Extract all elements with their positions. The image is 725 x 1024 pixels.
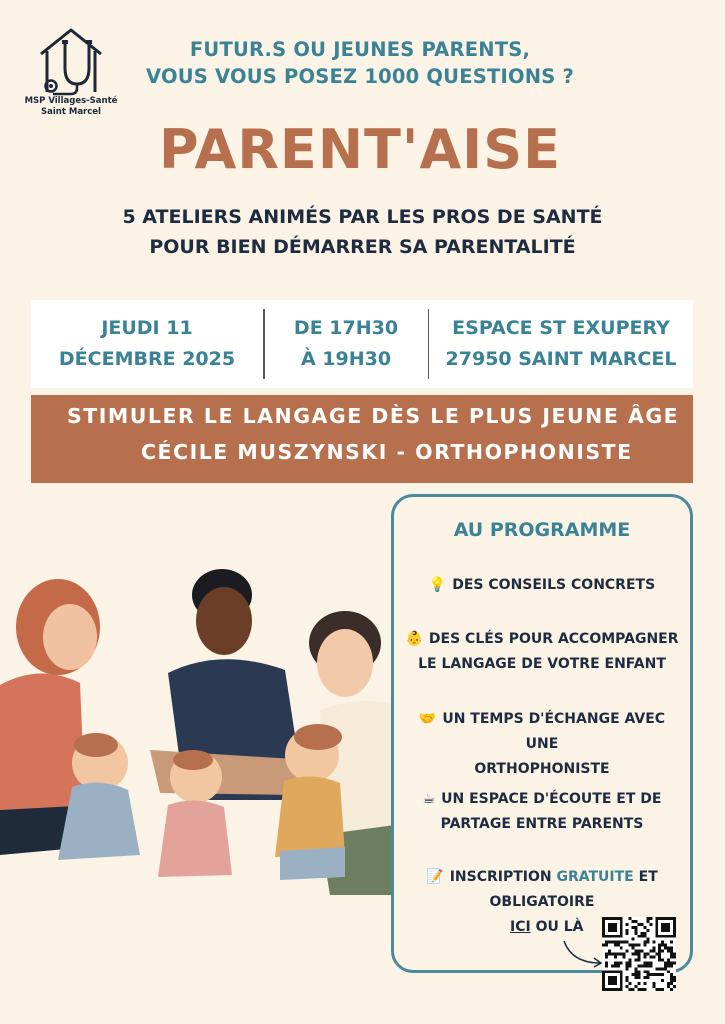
program-item-text: DES CLÉS POUR ACCOMPAGNER [428,631,679,647]
question-line-1: FUTUR.S OU JEUNES PARENTS, [189,38,531,61]
memo-icon: 📝 [426,869,444,885]
time-line-2: À 19H30 [300,348,392,370]
handshake-icon: 🤝 [418,711,437,727]
lightbulb-icon: 💡 [428,577,447,593]
program-item-text: ORTHOPHONISTE [474,761,610,777]
program-item-text: DES CONSEILS CONCRETS [452,577,656,593]
program-item [404,627,680,677]
program-item [404,707,680,782]
registration-or: OU [530,919,564,935]
topic-title: STIMULER LE LANGAGE DÈS LE PLUS JEUNE ÂGE [67,404,680,428]
family-illustration [0,555,395,895]
date-line-2: DÉCEMBRE 2025 [58,348,236,370]
logo-name: MSP Villages-Santé [24,96,118,106]
time-line-1: DE 17H30 [293,317,399,339]
registration-mandatory: OBLIGATOIRE [489,894,595,910]
event-info-bar [31,300,693,388]
registration-link-ici[interactable]: ICI [510,919,531,935]
logo-location: Saint Marcel [41,107,101,117]
place-line-2: 27950 SAINT MARCEL [445,348,677,370]
subtitle-line-1: 5 ATELIERS ANIMÉS PAR LES PROS DE SANTÉ [122,206,603,228]
topic-banner [31,395,693,483]
baby-icon: 👶 [405,631,423,647]
program-item [404,573,680,598]
place-line-1: ESPACE ST EXUPERY [452,317,670,339]
registration-text: INSCRIPTION [449,869,557,885]
event-title: PARENT'AISE [158,118,562,181]
event-subtitle [90,202,635,262]
program-item-text: PARTAGE ENTRE PARENTS [440,816,644,832]
arrow-icon [560,937,606,969]
program-item-text: UN TEMPS D'ÉCHANGE AVEC UNE [442,711,666,752]
qr-code[interactable] [602,917,676,991]
program-heading: AU PROGRAMME [453,519,631,541]
coffee-icon: ☕ [422,791,436,807]
program-box [391,494,693,973]
program-item [404,787,680,837]
free-highlight: GRATUITE [556,869,634,885]
speaker-name: CÉCILE MUSZYNSKI - ORTHOPHONISTE [141,440,633,464]
registration-link-la[interactable]: LÀ [563,919,584,935]
subtitle-line-2: POUR BIEN DÉMARRER SA PARENTALITÉ [149,236,576,258]
msp-logo [22,24,120,118]
event-date [31,313,263,375]
question-line-2: VOUS VOUS POSEZ 1000 QUESTIONS ? [146,65,574,88]
event-location [429,313,693,375]
house-stethoscope-icon [35,24,107,96]
date-line-1: JEUDI 11 [101,317,193,339]
program-item-text: LE LANGAGE DE VOTRE ENFANT [418,656,666,672]
event-time [265,313,428,375]
program-item-text: UN ESPACE D'ÉCOUTE ET DE [441,791,662,807]
registration-text-end: ET [633,869,658,885]
header-question [140,36,580,90]
